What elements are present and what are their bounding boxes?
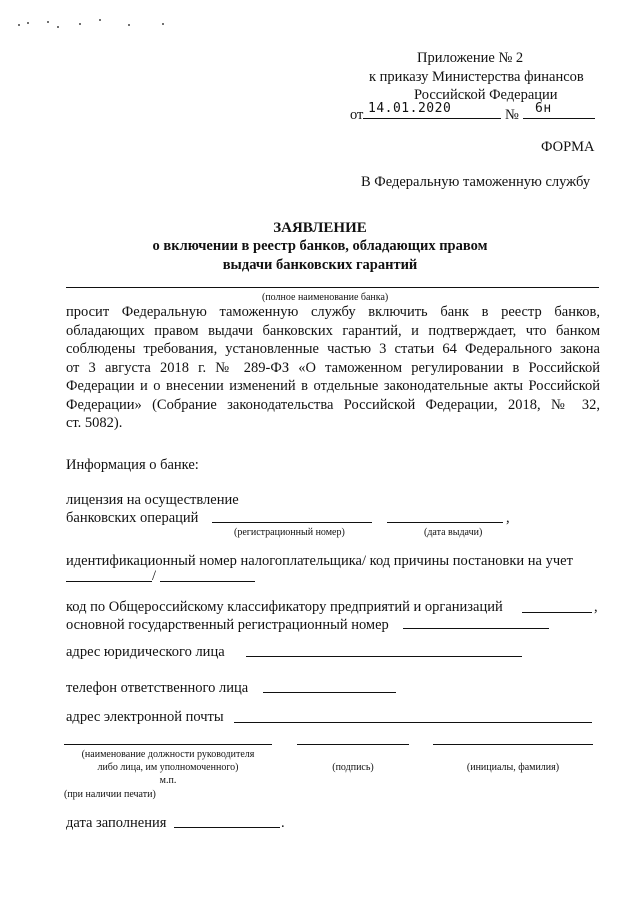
body-line: ст. 5082). — [66, 415, 123, 431]
addressee: В Федеральную таможенную службу — [361, 174, 591, 190]
legal-address-label: адрес юридического лица — [66, 644, 225, 660]
license-reg-number-field[interactable] — [212, 522, 372, 523]
order-number: 6н — [535, 101, 552, 116]
order-date-label: от — [350, 107, 364, 123]
appendix-number: Приложение № 2 — [417, 50, 524, 66]
okpo-label: код по Общероссийскому классификатору предприятий и организаций — [66, 599, 503, 615]
phone-field[interactable] — [263, 692, 396, 693]
okpo-comma: , — [594, 599, 598, 615]
kpp-field[interactable] — [160, 581, 255, 582]
legal-address-field[interactable] — [246, 656, 522, 657]
email-label: адрес электронной почты — [66, 709, 224, 725]
license-issue-date-field[interactable] — [387, 522, 503, 523]
license-label-line2: банковских операций — [66, 510, 199, 526]
bank-name-field[interactable] — [66, 287, 599, 288]
body-line: обладающих правом выдачи банковских гарантий, и подтверждает, что банком — [66, 322, 600, 339]
fill-date-label: дата заполнения — [66, 815, 167, 831]
signature-field[interactable] — [297, 744, 409, 745]
full-name-field[interactable] — [433, 744, 593, 745]
stamp-label: м.п. — [159, 775, 177, 786]
ogrn-label: основной государственный регистрационный номер — [66, 617, 389, 633]
position-caption-2: либо лица, им уполномоченного) — [97, 762, 239, 773]
license-comma: , — [506, 510, 510, 526]
form-label: ФОРМА — [541, 139, 595, 155]
bank-name-caption: (полное наименование банка) — [262, 292, 389, 303]
document-subtitle-2: выдачи банковских гарантий — [222, 257, 418, 273]
stamp-note: (при наличии печати) — [64, 789, 156, 800]
okpo-field[interactable] — [522, 612, 592, 613]
ogrn-field[interactable] — [403, 628, 549, 629]
phone-label: телефон ответственного лица — [66, 680, 249, 696]
body-line: соблюдены требования, установленные частью 3 статьи 64 Федерального закона — [66, 341, 600, 357]
fill-date-dot: . — [281, 815, 285, 831]
body-line: просит Федеральную таможенную службу включить банк в реестр банков, — [66, 304, 600, 320]
body-line: Федерации и о внесении изменений в отдельные законодательные акты Российской — [66, 378, 600, 394]
issue-date-caption: (дата выдачи) — [424, 527, 483, 538]
order-date-line — [363, 118, 501, 119]
order-reference: к приказу Министерства финансов — [369, 69, 584, 85]
position-field[interactable] — [64, 744, 272, 745]
order-date: 14.01.2020 — [368, 101, 452, 116]
document-subtitle-1: о включении в реестр банков, обладающих правом — [152, 238, 488, 254]
inn-kpp-label: идентификационный номер налогоплательщика/ код причины постановки на учет — [66, 553, 573, 569]
reg-number-caption: (регистрационный номер) — [234, 527, 345, 538]
ministry-country: Российской Федерации — [414, 87, 558, 103]
application-body — [66, 303, 600, 433]
body-line: от 3 августа 2018 г. № 289-ФЗ «О таможенном регулировании в Российской — [66, 359, 600, 376]
bank-info-heading: Информация о банке: — [66, 457, 199, 473]
signature-caption: (подпись) — [332, 762, 374, 773]
document-title: ЗАЯВЛЕНИЕ — [273, 220, 367, 236]
email-field[interactable] — [234, 722, 592, 723]
inn-kpp-slash: / — [152, 568, 157, 584]
inn-field[interactable] — [66, 581, 152, 582]
position-caption-1: (наименование должности руководителя — [81, 749, 255, 760]
order-number-label: № — [505, 107, 519, 123]
order-number-line — [523, 118, 595, 119]
body-line: Федерации» (Собрание законодательства Российской Федерации, 2018, № 32, — [66, 396, 600, 413]
full-name-caption: (инициалы, фамилия) — [466, 762, 560, 773]
fill-date-field[interactable] — [174, 827, 280, 828]
license-label-line1: лицензия на осуществление — [66, 492, 239, 508]
